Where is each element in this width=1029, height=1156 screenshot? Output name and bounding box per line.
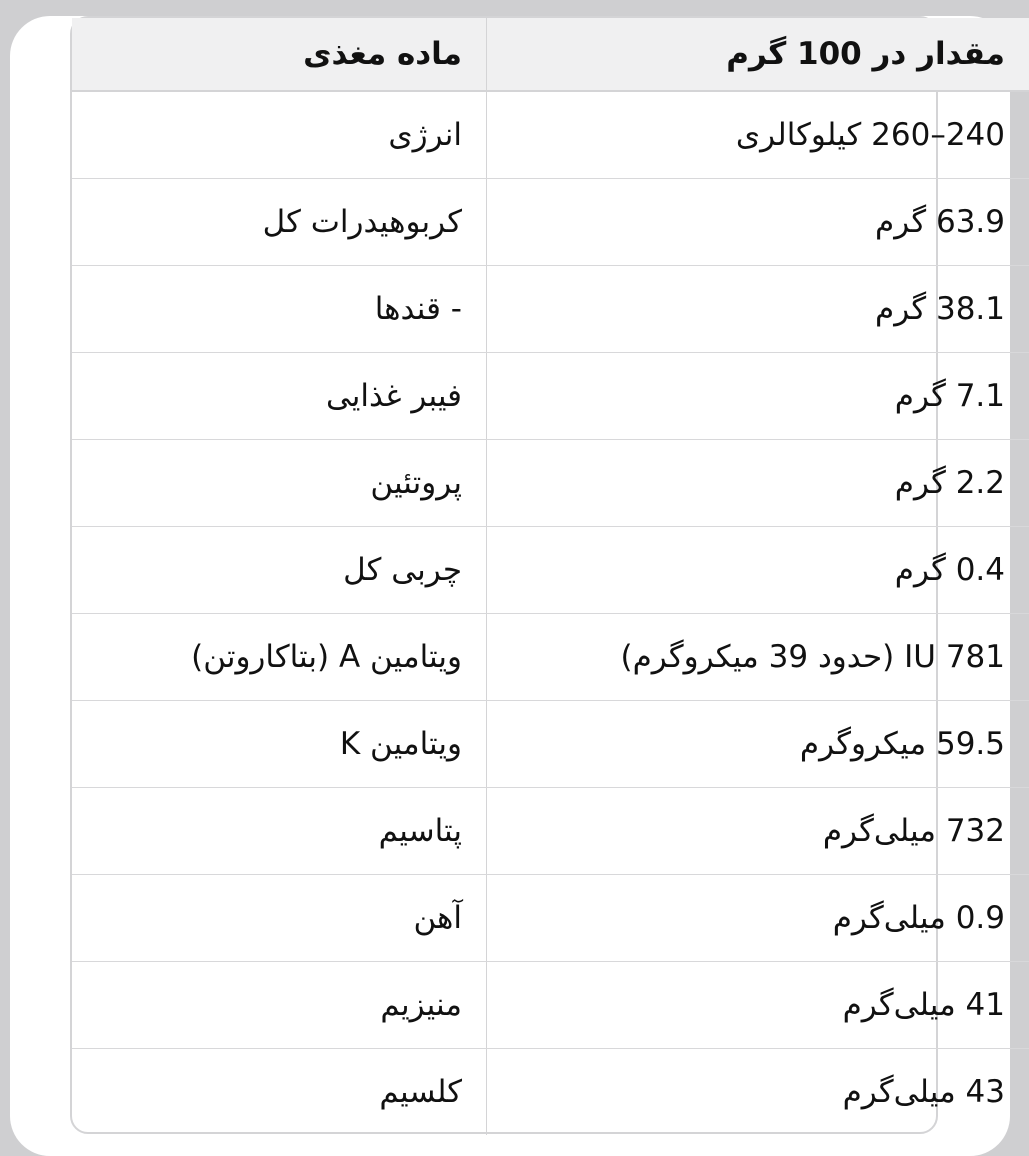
cell-amount: 38.1 گرم xyxy=(487,266,1029,353)
cell-amount: 0.9 میلی‌گرم xyxy=(487,875,1029,962)
table-row xyxy=(72,875,1029,962)
cell-nutrient: - قندها xyxy=(72,266,487,353)
cell-amount: 43 میلی‌گرم xyxy=(487,1049,1029,1136)
cell-amount: 41 میلی‌گرم xyxy=(487,962,1029,1049)
cell-nutrient: ویتامین A (بتاکاروتن) xyxy=(72,614,487,701)
cell-nutrient: آهن xyxy=(72,875,487,962)
table-row xyxy=(72,353,1029,440)
cell-nutrient: ویتامین K xyxy=(72,701,487,788)
table-row xyxy=(72,962,1029,1049)
table-row xyxy=(72,440,1029,527)
cell-amount: 781 IU (حدود 39 میکروگرم) xyxy=(487,614,1029,701)
cell-nutrient: چربی کل xyxy=(72,527,487,614)
table-row xyxy=(72,614,1029,701)
cell-nutrient: پتاسیم xyxy=(72,788,487,875)
cell-amount: 63.9 گرم xyxy=(487,179,1029,266)
cell-amount: 732 میلی‌گرم xyxy=(487,788,1029,875)
header-amount: مقدار در 100 گرم xyxy=(487,18,1029,91)
cell-nutrient: فیبر غذایی xyxy=(72,353,487,440)
cell-amount: 0.4 گرم xyxy=(487,527,1029,614)
table-row xyxy=(72,91,1029,179)
header-nutrient: ماده مغذی xyxy=(72,18,487,91)
table-row xyxy=(72,701,1029,788)
nutrition-table-container xyxy=(70,16,938,1134)
table-row xyxy=(72,266,1029,353)
cell-nutrient: پروتئین xyxy=(72,440,487,527)
cell-nutrient: کربوهیدرات کل xyxy=(72,179,487,266)
nutrition-table xyxy=(72,18,1029,1135)
cell-nutrient: انرژی xyxy=(72,91,487,179)
cell-amount: 240–260 کیلوکالری xyxy=(487,91,1029,179)
cell-amount: 7.1 گرم xyxy=(487,353,1029,440)
cell-amount: 59.5 میکروگرم xyxy=(487,701,1029,788)
cell-amount: 2.2 گرم xyxy=(487,440,1029,527)
table-row xyxy=(72,527,1029,614)
table-row xyxy=(72,788,1029,875)
table-header-row xyxy=(72,18,1029,91)
table-row xyxy=(72,179,1029,266)
table-row xyxy=(72,1049,1029,1136)
cell-nutrient: منیزیم xyxy=(72,962,487,1049)
cell-nutrient: کلسیم xyxy=(72,1049,487,1136)
